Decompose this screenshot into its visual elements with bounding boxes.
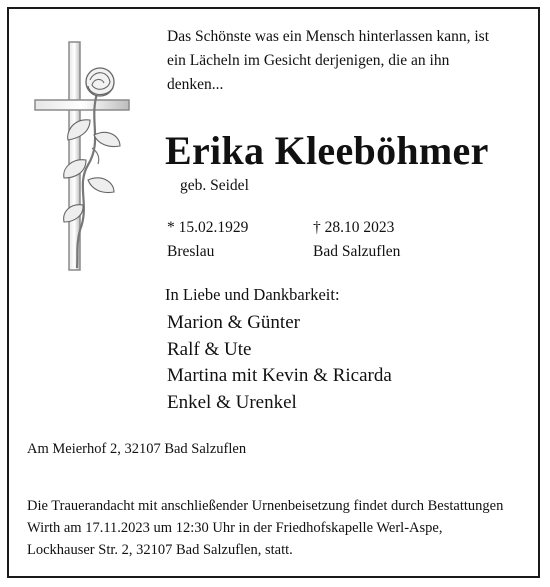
quote-line: denken... xyxy=(167,76,224,93)
service-notice xyxy=(27,495,532,561)
family-address: Am Meierhof 2, 32107 Bad Salzuflen xyxy=(27,441,247,457)
quote-line: ein Lächeln im Gesicht derjenigen, die an ihn xyxy=(167,52,450,69)
death-place: Bad Salzuflen xyxy=(313,243,401,260)
memorial-quote xyxy=(167,25,527,97)
service-line: Die Trauerandacht mit anschließender Urnenbeisetzung findet durch Bestattungen xyxy=(27,498,504,514)
service-line: Wirth am 17.11.2023 um 12:30 Uhr in der Friedhofskapelle Werl-Aspe, xyxy=(27,520,443,536)
mourner-name: Enkel & Urenkel xyxy=(167,391,297,413)
mourners-list xyxy=(167,310,392,416)
death-date: † 28.10 2023 xyxy=(313,219,395,236)
mourner-name: Marion & Günter xyxy=(167,312,300,333)
mourners-intro: In Liebe und Dankbarkeit: xyxy=(165,285,340,304)
deceased-name: Erika Kleeböhmer xyxy=(165,128,489,173)
birth-place: Breslau xyxy=(167,243,215,260)
mourner-name: Ralf & Ute xyxy=(167,338,252,360)
birth-date: * 15.02.1929 xyxy=(167,219,249,236)
maiden-name: geb. Seidel xyxy=(180,177,249,194)
death-info xyxy=(313,216,400,264)
cross-with-rose-icon xyxy=(28,40,138,275)
mourner-name: Martina mit Kevin & Ricarda xyxy=(167,365,392,386)
birth-info xyxy=(167,216,248,264)
quote-line: Das Schönste was ein Mensch hinterlassen kann, ist xyxy=(167,28,489,45)
service-line: Lockhauser Str. 2, 32107 Bad Salzuflen, statt. xyxy=(27,542,293,558)
